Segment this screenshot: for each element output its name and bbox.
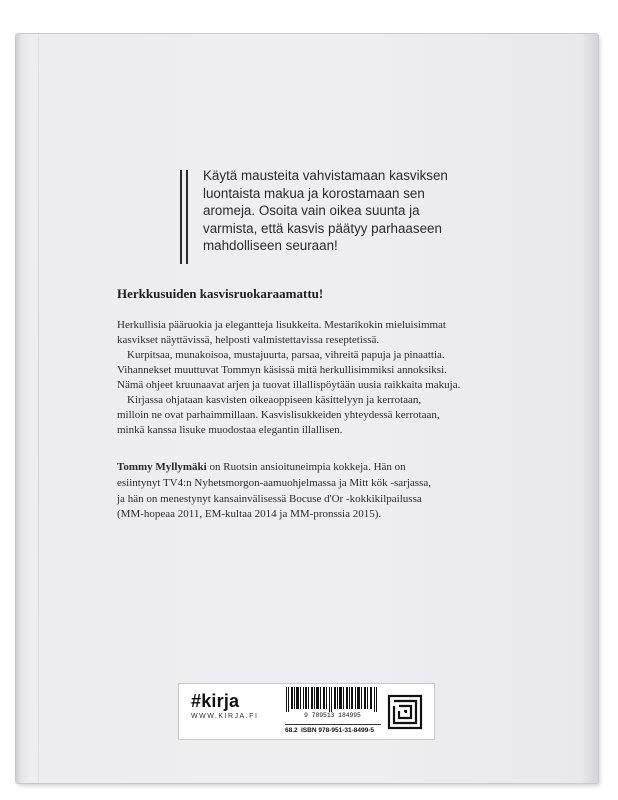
author-line xyxy=(117,460,497,476)
barcode-block xyxy=(285,687,380,732)
quote-bar-right xyxy=(186,170,188,264)
body-line: Nämä ohjeet kruunaavat arjen ja tuovat illallispöytään uusia raikkaita makuja. xyxy=(117,379,461,391)
author-name: Tommy Myllymäki xyxy=(117,461,207,473)
pull-quote xyxy=(203,167,483,255)
author-bio xyxy=(117,460,497,523)
publisher-url: WWW.KIRJA.FI xyxy=(191,713,259,720)
label-divider xyxy=(285,724,381,725)
quote-line: luontaista makua ja korostamaan sen xyxy=(203,185,425,201)
quote-line: mahdolliseen seuraan! xyxy=(203,238,338,254)
body-line: Kurpitsaa, munakoisoa, mustajuurta, parsaa, vihreitä papuja ja pinaattia. xyxy=(127,349,445,361)
barcode-number: 9 789513 184995 xyxy=(304,712,361,719)
author-line-rest: on Ruotsin ansioituneimpia kokkeja. Hän on xyxy=(206,461,406,473)
body-line: Kirjassa ohjataan kasvisten oikeaoppiseen käsittelyyn ja kerrotaan, xyxy=(127,394,422,406)
quote-line: aromeja. Osoita vain oikea suunta ja xyxy=(203,203,420,219)
author-line: esiintynyt TV4:n Nyhetsmorgon-aamuohjelmassa ja Mitt kök -sarjassa, xyxy=(117,476,431,489)
blurb-heading: Herkkusuiden kasvisruokaraamattu! xyxy=(117,286,324,301)
body-line: kasvikset näyttävissä, helposti valmistettavissa reseptetissä. xyxy=(117,334,380,346)
isbn-text: ISBN 978-951-31-8499-5 xyxy=(301,727,374,734)
body-line: milloin ne ovat parhaimmillaan. Kasvislisukkeiden yhteydessä kerrotaan, xyxy=(117,409,440,421)
publisher-logo xyxy=(191,690,273,720)
body-line: Herkullisia pääruokia ja elegantteja lisukkeita. Mestarikokin mieluisimmat xyxy=(117,319,446,331)
body-line: minkä kanssa lisuke muodostaa elegantin illallisen. xyxy=(117,424,343,436)
maze-logo-icon xyxy=(387,694,423,730)
cover-hinge xyxy=(38,34,39,783)
author-line: ja hän on menestynyt kansainvälisessä Bocuse d'Or -kokkikilpailussa xyxy=(117,492,422,505)
body-line: Vihannekset muuttuvat Tommyn käsissä mitä herkullisimmiksi annoksiksi. xyxy=(117,364,447,376)
class-code: 68.2 xyxy=(285,727,298,734)
quote-bar-left xyxy=(180,170,182,264)
logo-text: #kirja xyxy=(191,691,240,711)
quote-line: varmista, että kasvis päätyy parhaaseen xyxy=(203,220,442,236)
barcode-icon xyxy=(285,687,380,712)
blurb-body xyxy=(117,318,497,438)
quote-line: Käytä mausteita vahvistamaan kasviksen xyxy=(203,168,448,183)
author-line: (MM-hopeaa 2011, EM-kultaa 2014 ja MM-pronssia 2015). xyxy=(117,508,382,521)
